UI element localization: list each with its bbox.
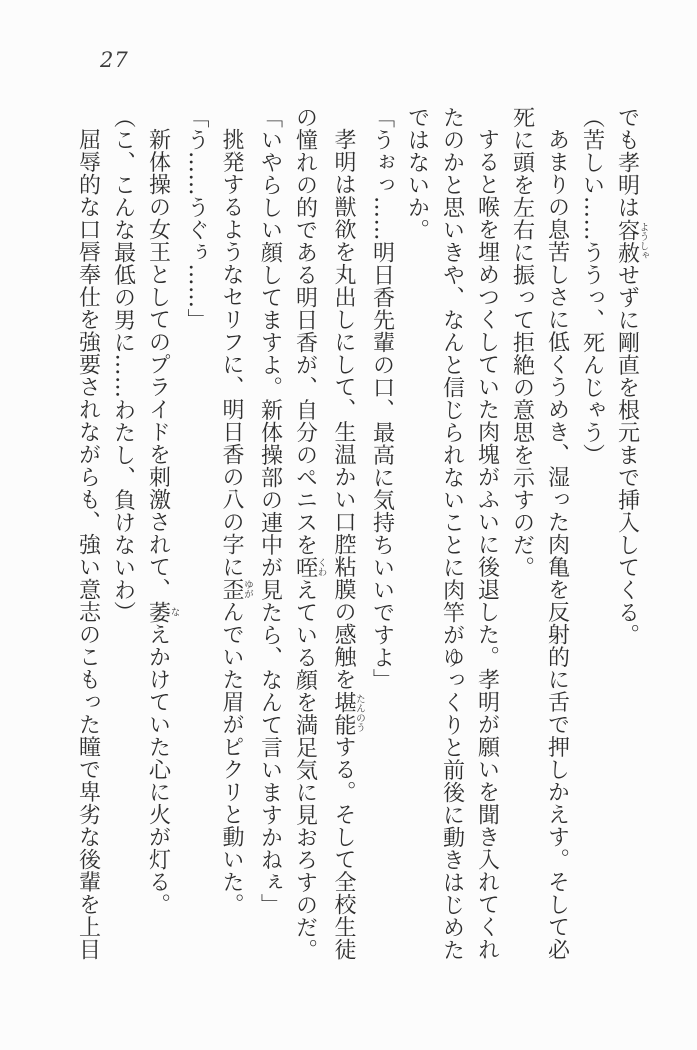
ruby-base-text: 堪能 [331, 690, 356, 736]
ruby-base-text: 咥 [292, 556, 318, 579]
text-run: 「いやらしい顔してますよ。新体操部の連中が見たら、なんて言いますかねぇ」 [257, 106, 283, 916]
text-column [253, 106, 288, 958]
ruby-reading-text: ようしゃ [637, 218, 649, 264]
furigana-annotation [219, 578, 253, 601]
text-run: んでいた眉がピクリと動いた。 [219, 600, 244, 916]
text-run: せずに剛直を根元まで挿入してくる。 [614, 263, 640, 646]
text-column [326, 106, 365, 961]
text-run: 「う……うぐぅ……」 [184, 106, 209, 331]
text-column [365, 106, 400, 958]
text-column [435, 106, 470, 961]
furigana-annotation [145, 600, 180, 624]
ruby-reading-text: たんのう [354, 690, 365, 736]
ruby-reading-text: な [168, 600, 180, 623]
text-run: （苦しい……ううっ、死んじゃう） [579, 106, 605, 466]
text-run: でも孝明は [614, 106, 640, 219]
text-run: 「うぉっ……明日香先輩の口、最高に気持ちいいですよ」 [369, 106, 395, 691]
text-run: あまりの息苦しさに低くうめき、湿った肉亀を反射的に舌で押しかえす。そして必 [544, 128, 570, 961]
text-column [575, 106, 610, 958]
vertical-text-block [71, 106, 649, 961]
text-run: えかけていた心に火が灯る。 [145, 623, 171, 916]
ruby-base-text: 容赦 [614, 218, 640, 264]
text-run: えている顔を満足気に見おろすのだ。 [292, 578, 318, 961]
text-run: すると喉を埋めつくしていた肉塊がふいに後退した。孝明が願いを聞き入れてくれ [474, 128, 500, 961]
text-column [179, 106, 214, 958]
ruby-base-text: 歪 [219, 578, 244, 601]
furigana-annotation [292, 556, 327, 579]
text-column [71, 106, 106, 961]
furigana-annotation [331, 690, 365, 736]
ruby-base-text: 萎 [145, 600, 171, 623]
text-column [288, 106, 327, 961]
text-run: の憧れの的である明日香が、自分のペニスを [292, 106, 318, 556]
text-column [540, 106, 575, 961]
text-run: 新体操の女王としてのプライドを刺激されて、 [145, 128, 171, 601]
text-run: 孝明は獣欲を丸出しにして、生温かい口腔粘膜の感触を [331, 128, 356, 691]
text-column [141, 106, 180, 958]
ruby-reading-text: くわ [315, 556, 327, 579]
text-run: 屈辱的な口唇奉仕を強要されながらも、強い意志のこもった瞳で卑劣な後輩を上目 [75, 128, 101, 961]
text-run: たのかと思いきや、なんと信じられないことに肉竿がゆっくりと前後に動きはじめた [439, 106, 465, 961]
text-run: する。そして全校生徒 [331, 735, 356, 961]
text-run: 挑発するようなセリフに、明日香の八の字に [219, 128, 244, 578]
text-run: ではないか。 [404, 106, 430, 241]
text-column [505, 106, 540, 958]
ruby-reading-text: ゆが [242, 578, 253, 601]
text-column [214, 106, 253, 958]
text-column [106, 106, 141, 958]
text-run: 死に頭を左右に振って拒絶の意思を示すのだ。 [509, 106, 535, 579]
furigana-annotation [614, 218, 649, 264]
text-column [400, 106, 435, 958]
text-column [610, 106, 649, 958]
text-column [470, 106, 505, 961]
text-run: （こ、こんな最低の男に……わたし、負けないわ） [110, 106, 136, 624]
page-number: 27 [100, 48, 129, 72]
